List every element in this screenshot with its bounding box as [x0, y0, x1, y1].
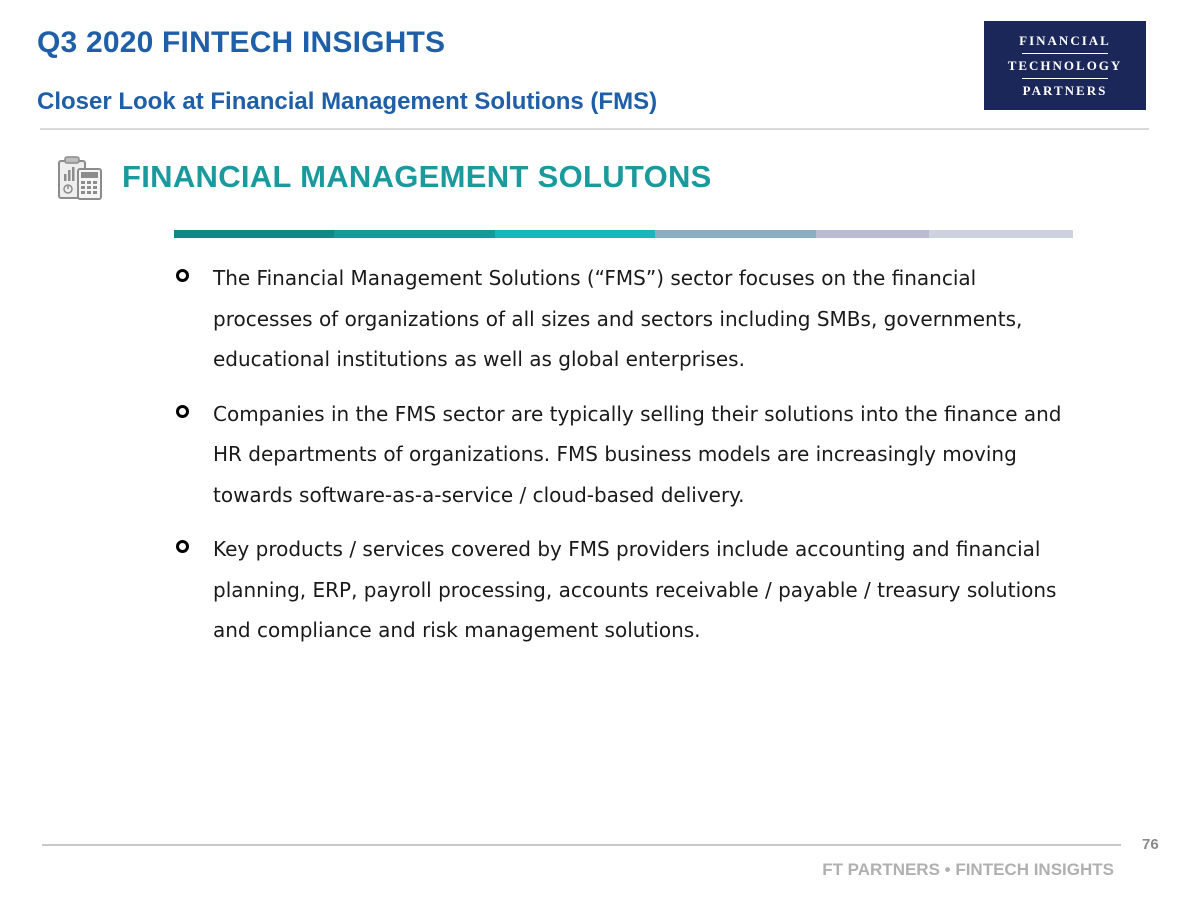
- header-divider: [40, 128, 1149, 130]
- report-subtitle: Closer Look at Financial Management Solutions (FMS): [37, 88, 658, 115]
- logo-rule: [1022, 78, 1108, 79]
- footer-brand-text: FT PARTNERS • FINTECH INSIGHTS: [822, 860, 1114, 879]
- ft-partners-logo: [984, 21, 1146, 110]
- accent-segment-2: [334, 230, 495, 238]
- section-accent-bar: [174, 230, 1073, 238]
- bullet-list: [174, 258, 1074, 665]
- bullet-circle-icon: [176, 269, 189, 282]
- page-number: 76: [1142, 836, 1159, 853]
- bullet-text: The Financial Management Solutions (“FMS”) sector focuses on the financial processes of organizations of all sizes and sectors including SMBs, governments, educational institutions as well as global enterprises.: [213, 266, 1023, 371]
- accent-segment-5: [816, 230, 929, 238]
- logo-line-3: PARTNERS: [1022, 82, 1108, 98]
- bullet-circle-icon: [176, 405, 189, 418]
- logo-line-2: TECHNOLOGY: [1007, 57, 1123, 73]
- report-title: Q3 2020 FINTECH INSIGHTS: [37, 26, 446, 59]
- bullet-circle-icon: [176, 540, 189, 553]
- section-title: FINANCIAL MANAGEMENT SOLUTONS: [122, 159, 712, 194]
- accent-segment-4: [655, 230, 816, 238]
- bullet-item: [174, 394, 1074, 516]
- bullet-text: Companies in the FMS sector are typically selling their solutions into the finance and HR departments of organizations. FMS business models are increasingly moving towards software-as-a-service / cloud-based delivery.: [213, 401, 1062, 507]
- logo-rule: [1022, 53, 1108, 54]
- accent-segment-6: [929, 230, 1073, 238]
- bullet-item: [174, 529, 1074, 651]
- accent-segment-1: [174, 230, 334, 238]
- bullet-text: Key products / services covered by FMS providers include accounting and financial planning, ERP, payroll processing, accounts receivable / payable / treasury solutions and compliance and risk management solutions.: [213, 537, 1057, 642]
- accent-segment-3: [495, 230, 655, 238]
- calculator-report-icon: [56, 156, 104, 202]
- bullet-item: [174, 258, 1074, 380]
- logo-line-1: FINANCIAL: [1019, 32, 1111, 48]
- footer-divider: [42, 844, 1121, 846]
